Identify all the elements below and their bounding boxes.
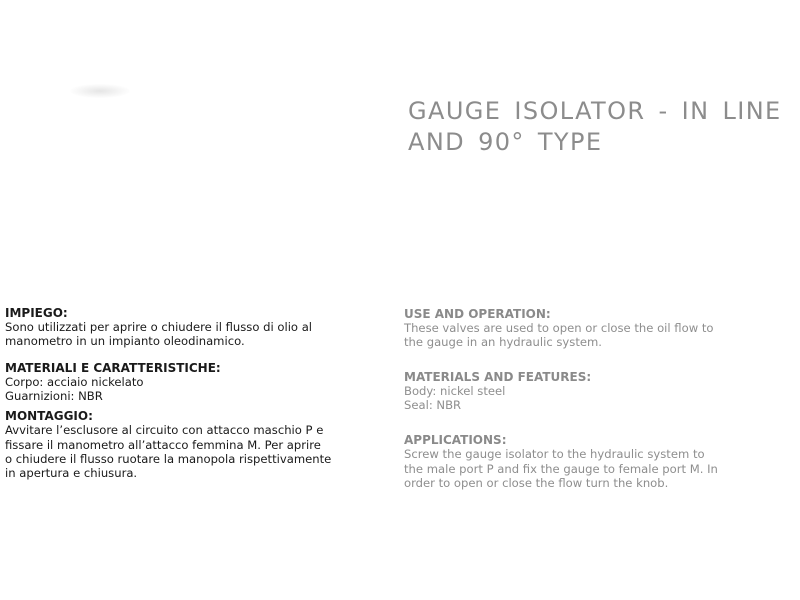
materiali-heading: MATERIALI E CARATTERISTICHE: [5,360,221,375]
montaggio-line: in apertura e chiusura. [5,466,138,481]
materials-section [404,370,794,413]
materials-line: Seal: NBR [404,398,462,413]
materiali-line: Guarnizioni: NBR [5,389,103,404]
applications-line: the male port P and fix the gauge to female port M. In [404,461,718,476]
impiego-line: Sono utilizzati per aprire o chiudere il flusso di olio al [5,320,313,335]
image-shadow [70,84,130,98]
montaggio-section [5,409,400,480]
impiego-heading: IMPIEGO: [5,306,68,320]
materials-line: Body: nickel steel [404,383,506,398]
use-heading: USE AND OPERATION: [404,307,551,321]
applications-section [404,433,794,490]
montaggio-line: o chiudere il flusso ruotare la manopola rispettivamente [5,451,332,466]
montaggio-heading: MONTAGGIO: [5,409,93,424]
use-line: the gauge in an hydraulic system. [404,335,602,350]
page-title: GAUGE ISOLATOR - IN LINE AND 90° TYPE [408,97,782,156]
materiali-section [5,361,400,404]
applications-line: order to open or close the flow turn the knob. [404,475,669,490]
use-line: These valves are used to open or close the oil flow to [404,321,714,336]
english-column [404,307,794,490]
impiego-line: manometro in un impianto oleodinamico. [5,334,245,349]
applications-line: Screw the gauge isolator to the hydraulic system to [404,447,705,462]
impiego-section [5,306,400,349]
use-section [404,307,794,350]
montaggio-line: fissare il manometro all’attacco femmina M. Per aprire [5,437,321,452]
applications-heading: APPLICATIONS: [404,433,507,448]
montaggio-line: Avvitare l’esclusore al circuito con attacco maschio P e [5,423,324,438]
materiali-line: Corpo: acciaio nickelato [5,374,144,389]
italian-column [5,306,400,480]
materials-heading: MATERIALS AND FEATURES: [404,369,592,384]
